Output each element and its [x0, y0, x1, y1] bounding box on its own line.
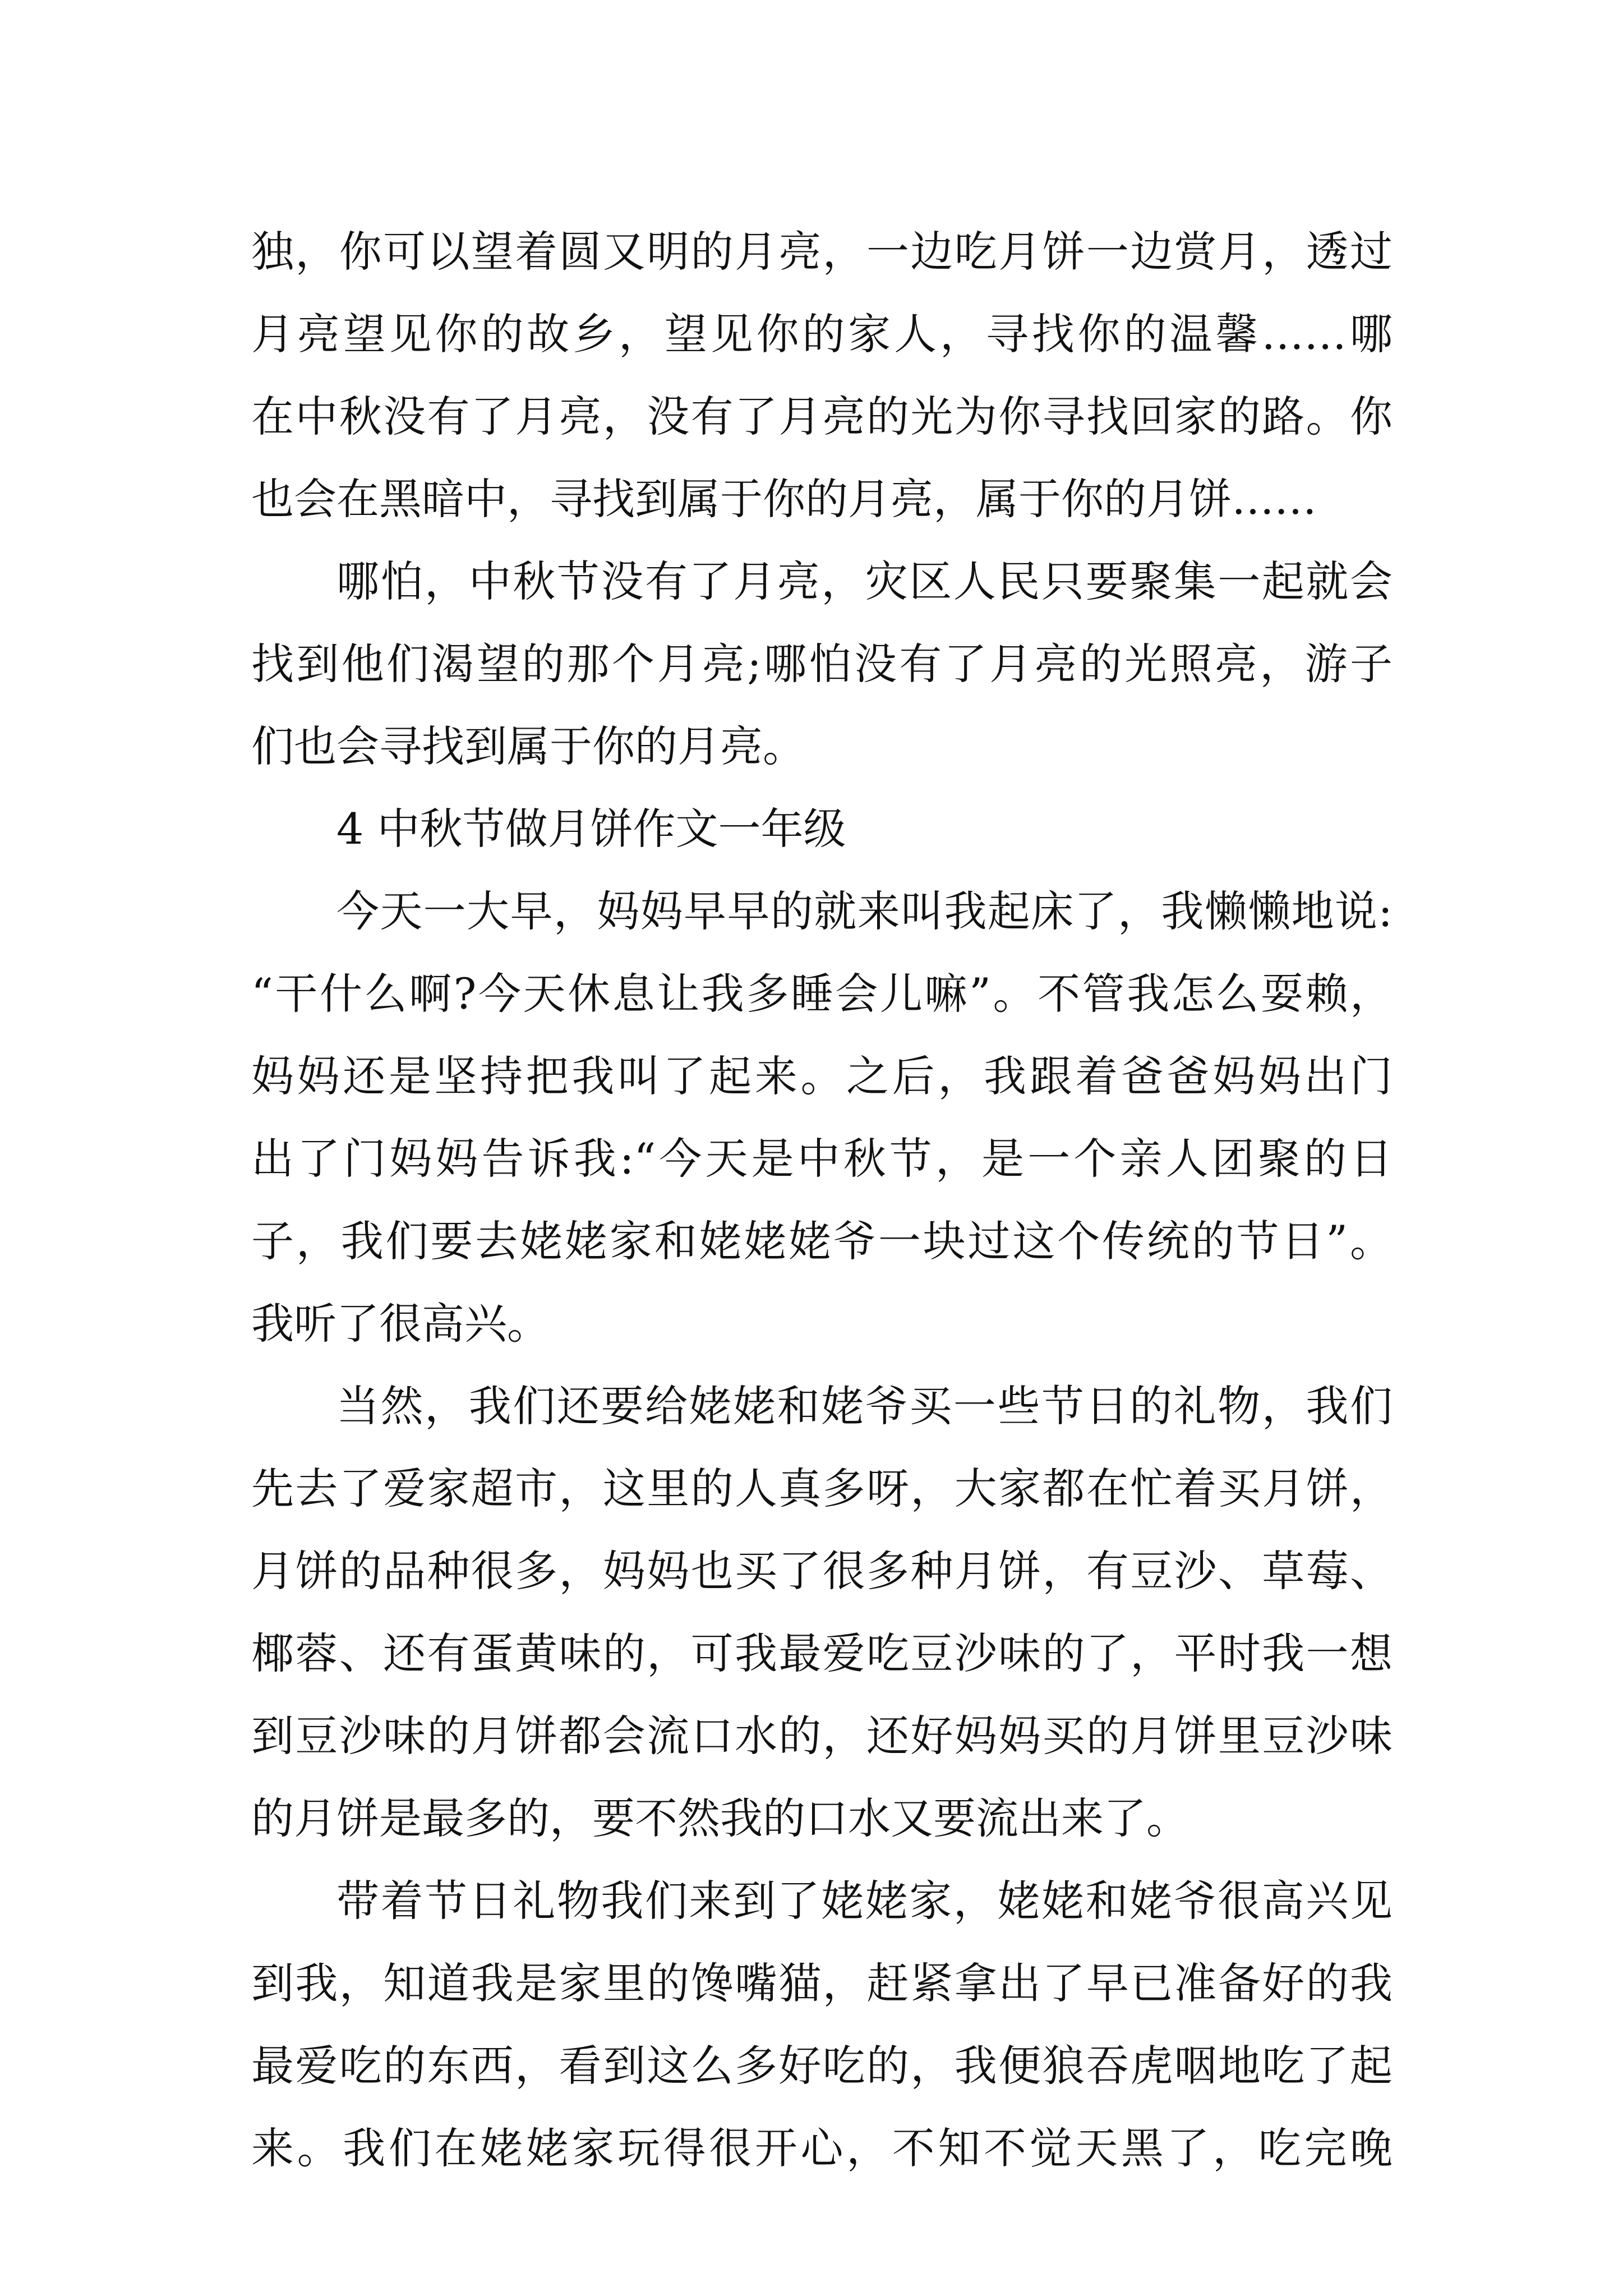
text-line: 到我，知道我是家里的馋嘴猫，赶紧拿出了早已准备好的我: [251, 1958, 1393, 2008]
text-line: 来。我们在姥姥家玩得很开心，不知不觉天黑了，吃完晚: [251, 2123, 1393, 2173]
text-line: 也会在黑暗中，寻找到属于你的月亮，属于你的月饼……: [251, 474, 1317, 524]
text-line: 到豆沙味的月饼都会流口水的，还好妈妈买的月饼里豆沙味: [251, 1711, 1393, 1761]
text-line: 当然，我们还要给姥姥和姥爷买一些节日的礼物，我们: [336, 1381, 1393, 1431]
text-line: 先去了爱家超市，这里的人真多呀，大家都在忙着买月饼，: [251, 1464, 1393, 1513]
text-line: 妈妈还是坚持把我叫了起来。之后，我跟着爸爸妈妈出门: [251, 1051, 1393, 1101]
text-line: 出了门妈妈告诉我:“今天是中秋节，是一个亲人团聚的日: [251, 1134, 1393, 1184]
text-line: 月饼的品种很多，妈妈也买了很多种月饼，有豆沙、草莓、: [251, 1546, 1393, 1596]
text-line: 今天一大早，妈妈早早的就来叫我起床了，我懒懒地说:: [336, 886, 1393, 936]
text-line: 子，我们要去姥姥家和姥姥姥爷一块过这个传统的节日”。: [251, 1216, 1393, 1266]
text-line: 椰蓉、还有蛋黄味的，可我最爱吃豆沙味的了，平时我一想: [251, 1628, 1393, 1678]
text-line: 的月饼是最多的，要不然我的口水又要流出来了。: [251, 1793, 1189, 1843]
section-heading: 4 中秋节做月饼作文一年级: [336, 804, 846, 854]
text-line: 独，你可以望着圆又明的月亮，一边吃月饼一边赏月，透过: [251, 227, 1393, 277]
text-line: 月亮望见你的故乡，望见你的家人，寻找你的温馨……哪: [251, 309, 1393, 359]
text-line: 们也会寻找到属于你的月亮。: [251, 721, 805, 771]
text-line: 在中秋没有了月亮，没有了月亮的光为你寻找回家的路。你: [251, 392, 1393, 441]
text-line: 哪怕，中秋节没有了月亮，灾区人民只要聚集一起就会: [336, 556, 1393, 606]
text-line: 最爱吃的东西，看到这么多好吃的，我便狼吞虎咽地吃了起: [251, 2041, 1393, 2091]
text-line: 找到他们渴望的那个月亮;哪怕没有了月亮的光照亮，游子: [251, 639, 1393, 689]
text-line: “干什么啊?今天休息让我多睡会儿嘛”。不管我怎么耍赖，: [251, 969, 1393, 1019]
text-line: 带着节日礼物我们来到了姥姥家，姥姥和姥爷很高兴见: [336, 1876, 1393, 1926]
document-body: [251, 210, 1393, 2189]
text-line: 我听了很高兴。: [251, 1299, 550, 1349]
